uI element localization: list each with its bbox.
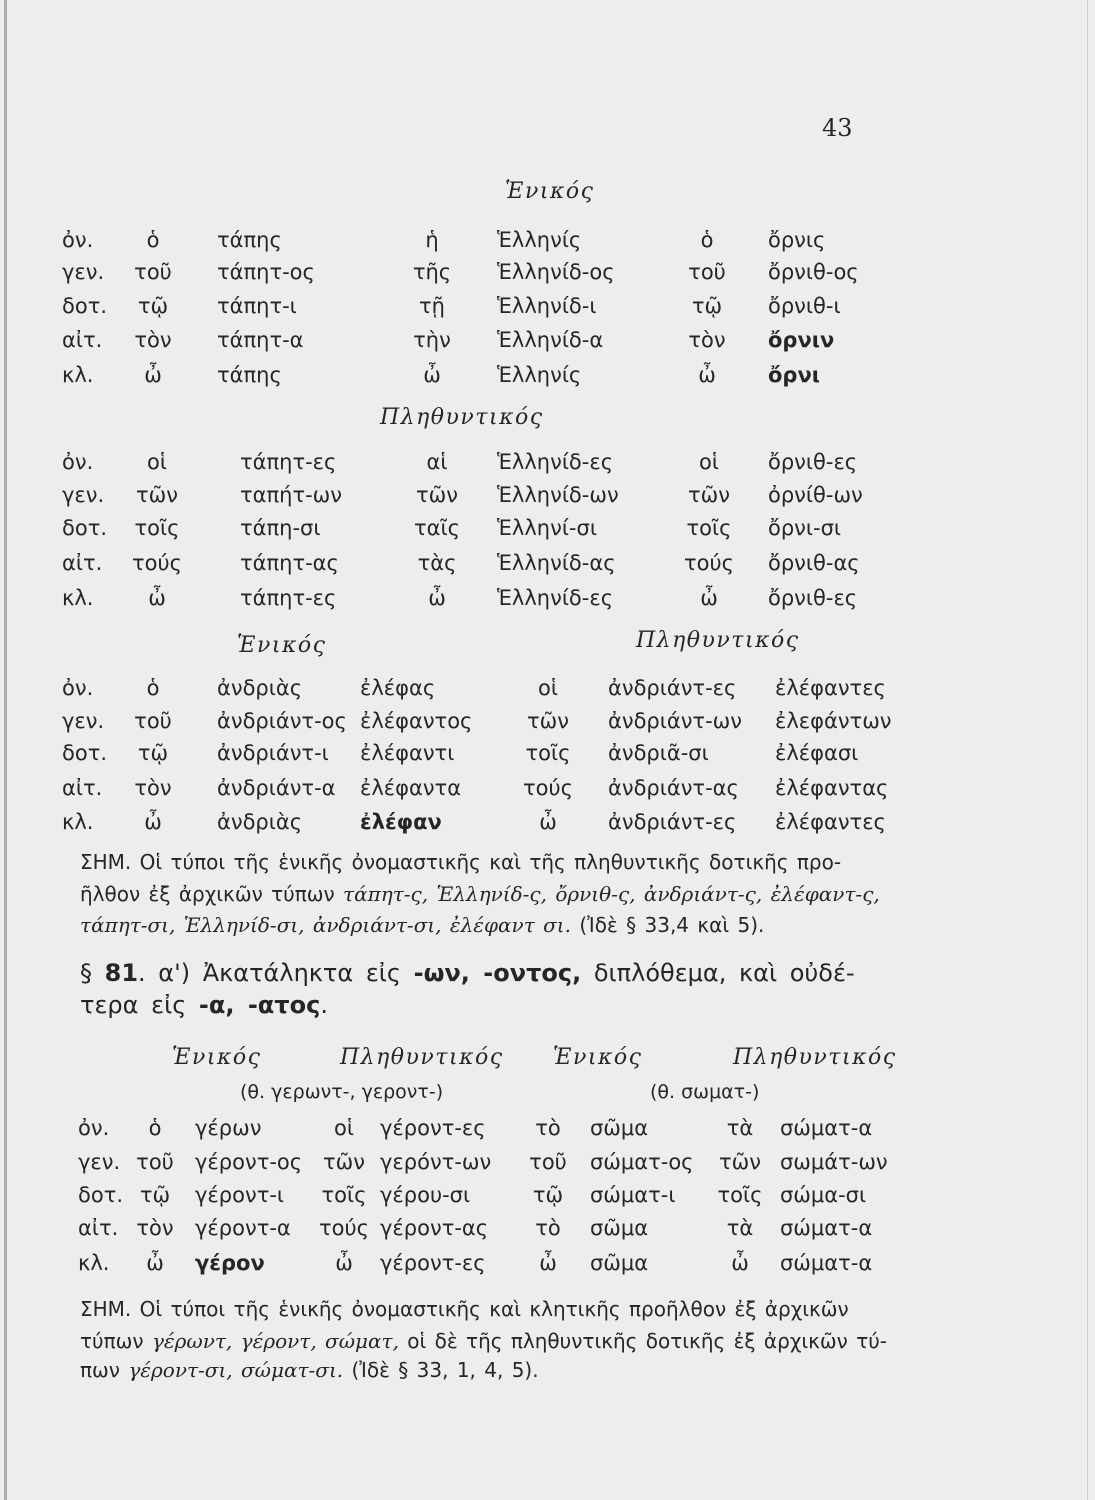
note-text: ΣΗΜ. Οἱ τύποι τῆς ἑνικῆς ὀνομαστικῆς καὶ τῆς πληθυντικῆς δοτικῆς προ- <box>80 850 842 874</box>
noun-form: τάπητ-ας <box>240 551 339 575</box>
article: ὦ <box>146 1251 164 1275</box>
table-row <box>0 360 1095 390</box>
article: τὰ <box>726 1116 754 1140</box>
article: ὦ <box>700 586 718 610</box>
noun-form: ἐλέφασι <box>775 741 859 765</box>
noun-form: σῶμα <box>590 1116 649 1140</box>
article: ὦ <box>698 363 716 387</box>
case-label: γεν. <box>62 260 105 284</box>
article: ὁ <box>146 676 160 700</box>
case-label: ὀν. <box>62 450 94 474</box>
case-label: γεν. <box>62 709 105 733</box>
case-label: κλ. <box>62 810 94 834</box>
noun-form: τάπητ-α <box>217 328 304 352</box>
noun-form: τάπη-σι <box>240 516 321 540</box>
noun-form: Ἑλληνίδ-ων <box>497 483 619 507</box>
article: ὦ <box>423 363 441 387</box>
noun-form: ἐλέφαντος <box>360 709 473 733</box>
case-label: δοτ. <box>78 1183 124 1207</box>
article: τούς <box>132 551 182 575</box>
noun-form: σώμα-σι <box>780 1183 867 1207</box>
article: οἱ <box>699 450 719 474</box>
article: τοῦ <box>136 1150 174 1174</box>
article: ἡ <box>425 228 439 252</box>
article: τοῖς <box>717 1183 763 1207</box>
article: τοῖς <box>525 741 571 765</box>
noun-form: Ἑλληνίδ-ες <box>497 450 614 474</box>
noun-form: ὄρνι-σι <box>768 516 842 540</box>
table-row <box>0 257 1095 287</box>
noun-form: Ἑλληνίδ-ες <box>497 586 614 610</box>
article: τῇ <box>419 294 445 318</box>
noun-form: ὄρνιθ-ι <box>768 294 841 318</box>
table-row <box>0 807 1095 837</box>
article: οἱ <box>147 450 167 474</box>
article: τῆς <box>412 260 452 284</box>
case-label: κλ. <box>62 363 94 387</box>
article: τοῖς <box>321 1183 367 1207</box>
article: τοῦ <box>688 260 726 284</box>
noun-form: ἀνδριάντ-ων <box>608 709 742 733</box>
case-label: αἰτ. <box>78 1216 119 1240</box>
article: τὸν <box>134 776 172 800</box>
article: τῶν <box>323 1150 365 1174</box>
article: ὁ <box>148 1116 162 1140</box>
article: τῶν <box>688 483 730 507</box>
noun-form: σώματ-ος <box>590 1150 694 1174</box>
noun-form: ἀνδριάντ-α <box>217 776 336 800</box>
table-row <box>0 1248 1095 1278</box>
case-label: ὀν. <box>78 1116 110 1140</box>
article: τὰ <box>726 1216 754 1240</box>
table-row <box>0 706 1095 736</box>
noun-form: τάπης <box>217 363 282 387</box>
case-label: κλ. <box>78 1251 110 1275</box>
table-row <box>0 480 1095 510</box>
noun-form: γέροντ-ας <box>380 1216 489 1240</box>
noun-form: ἀνδριάντ-ος <box>217 709 347 733</box>
noun-form: ταπήτ-ων <box>240 483 342 507</box>
noun-form-irregular: ἐλέφαν <box>360 810 442 834</box>
note-example-forms: τάπητ-ς, Ἑλληνίδ-ς, ὄρνιθ-ς, ἀνδριάντ-ς, ἐλέφαντ-ς, <box>343 882 880 906</box>
table-row <box>0 738 1095 768</box>
noun-form: τάπητ-ι <box>217 294 297 318</box>
noun-form: ἀνδριάντ-ες <box>608 810 737 834</box>
noun-form: ἐλέφαντι <box>360 741 455 765</box>
stem-note: (θ. σωματ-) <box>650 1081 760 1103</box>
noun-form: ἐλέφαντα <box>360 776 462 800</box>
case-label: κλ. <box>62 586 94 610</box>
section-endings: -α, -ατος <box>198 991 321 1019</box>
section-text: τερα εἰς <box>80 991 199 1019</box>
noun-form: τάπητ-ες <box>240 450 337 474</box>
case-label: αἰτ. <box>62 776 103 800</box>
article: τὴν <box>413 328 451 352</box>
article: ὦ <box>335 1251 353 1275</box>
note-text: ῆλθον ἐξ ἀρχικῶν τύπων <box>80 882 344 906</box>
page-number: 43 <box>822 114 853 142</box>
article: τοῦ <box>134 260 172 284</box>
article: τοῖς <box>686 516 732 540</box>
noun-form: ἀνδριάντ-ες <box>608 676 737 700</box>
article: τὸ <box>535 1116 561 1140</box>
article: τῶν <box>416 483 458 507</box>
noun-form: ἐλεφάντων <box>775 709 892 733</box>
note-text: πων <box>80 1358 129 1382</box>
table-row <box>0 673 1095 703</box>
note-text: οἱ δὲ τῆς πληθυντικῆς δοτικῆς ἐξ ἀρχικῶν τύ- <box>398 1329 888 1353</box>
noun-form: τάπης <box>217 228 282 252</box>
article: τῷ <box>691 294 723 318</box>
noun-form: γέροντ-ες <box>380 1116 486 1140</box>
article: τὸν <box>688 328 726 352</box>
article: ὦ <box>539 810 557 834</box>
note-example-forms: γέρωντ, γέροντ, σώματ, <box>151 1329 399 1353</box>
article: τοῦ <box>134 709 172 733</box>
heading-singular: Ἑνικός <box>553 1045 643 1070</box>
article: τῶν <box>719 1150 761 1174</box>
case-label: γεν. <box>62 483 105 507</box>
heading-singular: Ἑνικός <box>505 179 595 204</box>
noun-form: γέροντ-ος <box>195 1150 303 1174</box>
noun-form: ἐλέφαντες <box>775 676 886 700</box>
note-line <box>80 1355 539 1385</box>
noun-form-irregular: γέρον <box>195 1251 265 1275</box>
noun-form: Ἑλληνίδ-ι <box>497 294 597 318</box>
case-label: δοτ. <box>62 741 108 765</box>
noun-form: ὄρνιθ-ος <box>768 260 859 284</box>
case-label: δοτ. <box>62 516 108 540</box>
article: ὦ <box>148 586 166 610</box>
article: τῷ <box>137 294 169 318</box>
note-reference: (Ἰδὲ § 33, 1, 4, 5). <box>343 1358 539 1382</box>
noun-form-irregular: ὄρνιν <box>768 328 835 352</box>
article: τῷ <box>137 741 169 765</box>
note-line <box>80 910 764 940</box>
note-reference: (Ἰδὲ § 33,4 καὶ 5). <box>570 913 765 937</box>
heading-singular: Ἑνικός <box>237 633 327 658</box>
table-row <box>0 583 1095 613</box>
article: ὦ <box>428 586 446 610</box>
note-text: τύπων <box>80 1329 152 1353</box>
noun-form-irregular: ὄρνι <box>768 363 820 387</box>
article: τὸν <box>136 1216 174 1240</box>
article: ὦ <box>539 1251 557 1275</box>
noun-form: ὄρνιθ-ες <box>768 450 858 474</box>
article: τὰς <box>417 551 457 575</box>
noun-form: ὄρνις <box>768 228 826 252</box>
case-label: ὀν. <box>62 228 94 252</box>
article: ταῖς <box>414 516 460 540</box>
article: ὁ <box>146 228 160 252</box>
noun-form: γέροντ-ες <box>380 1251 486 1275</box>
article: οἱ <box>538 676 558 700</box>
noun-form: γέρου-σι <box>380 1183 471 1207</box>
table-row <box>0 1147 1095 1177</box>
article: τούς <box>684 551 734 575</box>
section-endings: -ων, -οντος, <box>413 959 582 987</box>
article: αἱ <box>426 450 448 474</box>
noun-form: ἀνδριὰς <box>217 810 303 834</box>
section-text: . <box>320 991 328 1019</box>
article: ὁ <box>700 228 714 252</box>
article: τούς <box>319 1216 369 1240</box>
table-row <box>0 548 1095 578</box>
noun-form: γέροντ-ι <box>195 1183 285 1207</box>
noun-form: σώματ-α <box>780 1116 873 1140</box>
table-row <box>0 1213 1095 1243</box>
heading-singular: Ἑνικός <box>172 1045 262 1070</box>
article: ὦ <box>144 363 162 387</box>
section-text: διπλόθεμα, καὶ οὐδέ- <box>581 959 855 987</box>
noun-form: Ἑλληνίδ-ας <box>497 551 616 575</box>
table-row <box>0 447 1095 477</box>
table-row <box>0 1180 1095 1210</box>
note-line <box>80 1294 849 1324</box>
case-label: γεν. <box>78 1150 121 1174</box>
article: τῷ <box>139 1183 171 1207</box>
noun-form: Ἑλληνί-σι <box>497 516 597 540</box>
noun-form: ἀνδριάντ-ας <box>608 776 739 800</box>
noun-form: ὄρνιθ-ας <box>768 551 860 575</box>
noun-form: ἐλέφαντας <box>775 776 889 800</box>
case-label: ὀν. <box>62 676 94 700</box>
article: τούς <box>523 776 573 800</box>
article: ὦ <box>144 810 162 834</box>
noun-form: σώματ-α <box>780 1216 873 1240</box>
noun-form: τάπητ-ος <box>217 260 315 284</box>
heading-plural: Πληθυντικός <box>340 1045 504 1070</box>
note-example-forms: τάπητ-σι, Ἑλληνίδ-σι, ἀνδριάντ-σι, ἐλέφαντ σι. <box>80 913 571 937</box>
article: τοῦ <box>529 1150 567 1174</box>
table-row <box>0 773 1095 803</box>
article: οἱ <box>334 1116 354 1140</box>
article: τῶν <box>527 709 569 733</box>
noun-form: Ἑλληνίς <box>497 228 582 252</box>
noun-form: ἀνδριὰς <box>217 676 303 700</box>
noun-form: σῶμα <box>590 1251 649 1275</box>
noun-form: ὀρνίθ-ων <box>768 483 863 507</box>
noun-form: ἐλέφαντες <box>775 810 886 834</box>
section-line <box>80 989 328 1021</box>
noun-form: γέρων <box>195 1116 262 1140</box>
article: τῶν <box>136 483 178 507</box>
case-label: αἰτ. <box>62 551 103 575</box>
noun-form: ἀνδριᾶ-σι <box>608 741 709 765</box>
noun-form: ἀνδριάντ-ι <box>217 741 329 765</box>
noun-form: Ἑλληνίς <box>497 363 582 387</box>
table-row <box>0 291 1095 321</box>
noun-form: Ἑλληνίδ-α <box>497 328 604 352</box>
noun-form: γερόντ-ων <box>380 1150 492 1174</box>
section-number: 81 <box>104 959 139 987</box>
article: τοῖς <box>134 516 180 540</box>
noun-form: σῶμα <box>590 1216 649 1240</box>
note-example-forms: γέροντ-σι, σώματ-σι. <box>128 1358 344 1382</box>
noun-form: ἐλέφας <box>360 676 436 700</box>
note-text: ΣΗΜ. Οἱ τύποι τῆς ἑνικῆς ὀνομαστικῆς καὶ κλητικῆς προῆλθον ἐξ ἀρχικῶν <box>80 1297 849 1321</box>
noun-form: Ἑλληνίδ-ος <box>497 260 615 284</box>
article: ὦ <box>731 1251 749 1275</box>
heading-plural: Πληθυντικός <box>380 405 544 430</box>
note-line <box>80 879 880 909</box>
noun-form: σώματ-α <box>780 1251 873 1275</box>
section-text: . α') Ἀκατάληκτα εἰς <box>138 959 414 987</box>
section-sign: § <box>80 959 105 987</box>
noun-form: ὄρνιθ-ες <box>768 586 858 610</box>
table-row <box>0 325 1095 355</box>
case-label: αἰτ. <box>62 328 103 352</box>
table-row <box>0 1113 1095 1143</box>
article: τῷ <box>532 1183 564 1207</box>
case-label: δοτ. <box>62 294 108 318</box>
noun-form: σώματ-ι <box>590 1183 676 1207</box>
heading-plural: Πληθυντικός <box>733 1045 897 1070</box>
noun-form: γέροντ-α <box>195 1216 291 1240</box>
table-row <box>0 513 1095 543</box>
note-line <box>80 1326 887 1356</box>
heading-plural: Πληθυντικός <box>636 628 800 653</box>
note-line <box>80 847 841 877</box>
section-line <box>80 957 855 989</box>
noun-form: σωμάτ-ων <box>780 1150 888 1174</box>
table-row <box>0 225 1095 255</box>
article: τὸ <box>535 1216 561 1240</box>
noun-form: τάπητ-ες <box>240 586 337 610</box>
article: τὸν <box>134 328 172 352</box>
stem-note: (θ. γερωντ-, γεροντ-) <box>240 1081 444 1103</box>
